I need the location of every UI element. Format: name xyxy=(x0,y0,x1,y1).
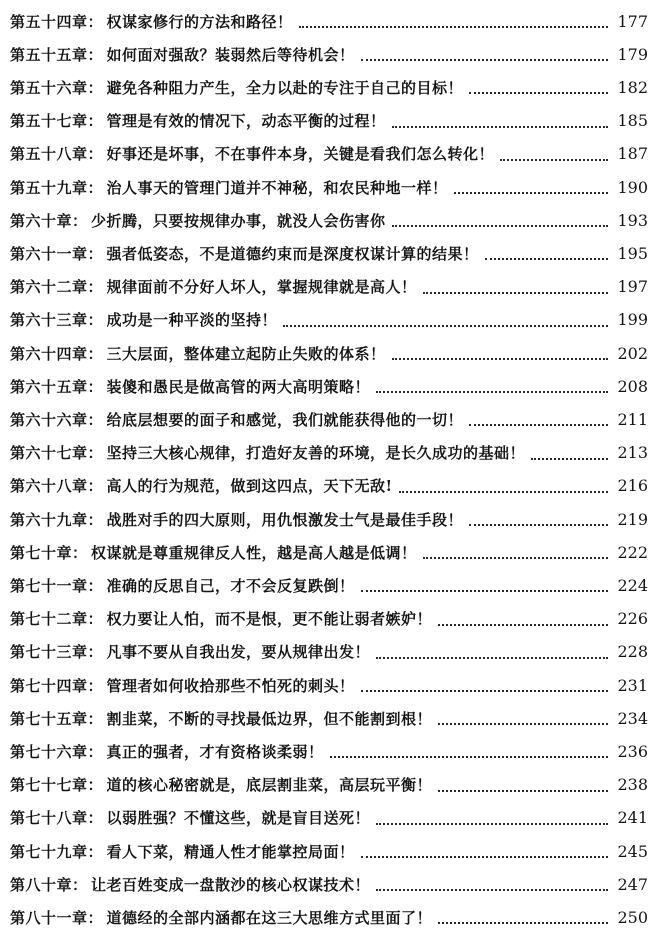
chapter-separator: ： xyxy=(87,78,103,97)
toc-entry[interactable] xyxy=(10,371,648,401)
chapter-number: 第五十四章 xyxy=(10,12,88,31)
toc-entry[interactable] xyxy=(10,404,648,434)
chapter-separator: ： xyxy=(87,377,103,396)
chapter-number: 第六十二章 xyxy=(10,278,88,297)
chapter-separator: ： xyxy=(87,178,103,197)
chapter-title: 战胜对手的四大原则，用仇恨激发士气是最佳手段！ xyxy=(106,510,464,529)
chapter-separator: ： xyxy=(87,278,103,297)
chapter-title: 以弱胜强？不懂这些，就是盲目送死！ xyxy=(106,809,371,828)
dot-leader xyxy=(500,159,608,161)
dot-leader xyxy=(330,756,608,758)
chapter-number: 第六十七章 xyxy=(10,444,88,463)
dot-leader xyxy=(438,624,608,626)
chapter-separator: ： xyxy=(87,444,103,463)
page-number: 199 xyxy=(617,310,648,330)
chapter-title: 准确的反思自己，才不会反复跌倒！ xyxy=(106,576,355,595)
chapter-separator: ： xyxy=(87,908,103,927)
dot-leader xyxy=(392,225,608,227)
toc-entry[interactable] xyxy=(10,836,648,866)
chapter-separator: ： xyxy=(87,643,103,662)
toc-entry[interactable] xyxy=(10,72,648,102)
page-number: 236 xyxy=(617,741,648,761)
dot-leader xyxy=(361,590,608,592)
chapter-separator: ： xyxy=(87,344,103,363)
chapter-title: 权谋家修行的方法和路径！ xyxy=(106,12,293,31)
chapter-title: 管理者如何收拾那些不怕死的刺头！ xyxy=(106,676,355,695)
chapter-separator: ： xyxy=(87,842,103,861)
chapter-number: 第六十三章 xyxy=(10,311,88,330)
page-number: 197 xyxy=(617,277,648,297)
page-number: 247 xyxy=(617,874,648,894)
chapter-separator: ： xyxy=(87,477,103,496)
toc-entry[interactable] xyxy=(10,504,648,534)
chapter-title: 权谋就是尊重规律反人性，越是高人越是低调！ xyxy=(91,543,417,562)
dot-leader xyxy=(531,458,608,460)
chapter-separator: ： xyxy=(87,709,103,728)
chapter-number: 第七十六章 xyxy=(10,742,88,761)
dot-leader xyxy=(392,358,608,360)
page-number: 177 xyxy=(617,11,648,31)
page-number: 238 xyxy=(617,775,648,795)
chapter-title: 高人的行为规范，做到这四点，天下无敌! xyxy=(106,477,393,496)
toc-entry[interactable] xyxy=(10,670,648,700)
page-number: 208 xyxy=(617,376,648,396)
dot-leader xyxy=(399,491,608,493)
chapter-separator: ： xyxy=(87,809,103,828)
page-number: 195 xyxy=(617,243,648,263)
page-number: 179 xyxy=(617,44,648,64)
dot-leader xyxy=(423,292,608,294)
page-number: 213 xyxy=(617,443,648,463)
chapter-separator: ： xyxy=(87,742,103,761)
chapter-number: 第七十七章 xyxy=(10,776,88,795)
chapter-number: 第八十一章 xyxy=(10,908,88,927)
dot-leader xyxy=(485,258,608,260)
toc-entry[interactable] xyxy=(10,205,648,235)
dot-leader xyxy=(376,657,608,659)
chapter-number: 第六十九章 xyxy=(10,510,88,529)
page-number: 182 xyxy=(617,77,648,97)
chapter-number: 第五十五章 xyxy=(10,45,88,64)
chapter-title: 少折腾，只要按规律办事，就没人会伤害你 xyxy=(91,211,386,230)
toc-entry[interactable] xyxy=(10,139,648,169)
page-number: 245 xyxy=(617,841,648,861)
chapter-number: 第六十章 xyxy=(10,211,73,230)
toc-entry[interactable] xyxy=(10,471,648,501)
toc-entry[interactable] xyxy=(10,703,648,733)
chapter-separator: ： xyxy=(87,610,103,629)
chapter-title: 避免各种阻力产生，全力以赴的专注于自己的目标！ xyxy=(106,78,464,97)
page-number: 219 xyxy=(617,509,648,529)
chapter-number: 第五十九章 xyxy=(10,178,88,197)
dot-leader xyxy=(376,889,608,891)
dot-leader xyxy=(283,325,608,327)
dot-leader xyxy=(454,192,608,194)
page-number: 185 xyxy=(617,111,648,131)
toc-entry[interactable] xyxy=(10,736,648,766)
chapter-number: 第七十三章 xyxy=(10,643,88,662)
chapter-title: 成功是一种平淡的坚持！ xyxy=(106,311,278,330)
chapter-number: 第七十四章 xyxy=(10,676,88,695)
chapter-title: 如何面对强敌？装弱然后等待机会！ xyxy=(106,45,355,64)
page-number: 228 xyxy=(617,642,648,662)
toc-entry[interactable] xyxy=(10,869,648,899)
toc-entry[interactable] xyxy=(10,770,648,800)
toc-entry[interactable] xyxy=(10,438,648,468)
chapter-title: 给底层想要的面子和感觉，我们就能获得他的一切！ xyxy=(106,410,464,429)
dot-leader xyxy=(361,856,608,858)
dot-leader xyxy=(299,26,608,28)
dot-leader xyxy=(469,424,608,426)
toc-entry[interactable] xyxy=(10,902,648,932)
toc-entry[interactable] xyxy=(10,338,648,368)
chapter-number: 第七十八章 xyxy=(10,809,88,828)
toc-entry[interactable] xyxy=(10,604,648,634)
toc-entry[interactable] xyxy=(10,106,648,136)
chapter-separator: ： xyxy=(72,211,88,230)
page-number: 211 xyxy=(617,409,648,429)
chapter-separator: ： xyxy=(87,45,103,64)
chapter-number: 第七十一章 xyxy=(10,576,88,595)
chapter-number: 第七十九章 xyxy=(10,842,88,861)
page-number: 241 xyxy=(617,808,648,828)
page-number: 187 xyxy=(617,144,648,164)
chapter-title: 看人下菜，精通人性才能掌控局面！ xyxy=(106,842,355,861)
chapter-title: 道德经的全部内涵都在这三大思维方式里面了！ xyxy=(106,908,433,927)
toc-entry[interactable] xyxy=(10,803,648,833)
chapter-number: 第六十一章 xyxy=(10,244,88,263)
dot-leader xyxy=(438,790,608,792)
dot-leader xyxy=(376,823,608,825)
dot-leader xyxy=(469,524,608,526)
chapter-number: 第七十章 xyxy=(10,543,73,562)
toc-entry[interactable] xyxy=(10,272,648,302)
chapter-title: 好事还是坏事，不在事件本身，关键是看我们怎么转化！ xyxy=(106,145,495,164)
chapter-title: 坚持三大核心规律，打造好友善的环境，是长久成功的基础！ xyxy=(106,444,526,463)
chapter-separator: ： xyxy=(87,510,103,529)
chapter-title: 装傻和愚民是做高管的两大高明策略！ xyxy=(106,377,371,396)
page-number: 193 xyxy=(617,210,648,230)
page-number: 222 xyxy=(617,542,648,562)
chapter-number: 第六十四章 xyxy=(10,344,88,363)
chapter-title: 强者低姿态，不是道德约束而是深度权谋计算的结果！ xyxy=(106,244,479,263)
dot-leader xyxy=(469,92,608,94)
chapter-title: 三大层面，整体建立起防止失败的体系！ xyxy=(106,344,386,363)
dot-leader xyxy=(361,59,608,61)
chapter-number: 第七十五章 xyxy=(10,709,88,728)
page-number: 216 xyxy=(617,476,648,496)
chapter-separator: ： xyxy=(87,112,103,131)
chapter-title: 权力要让人怕，而不是恨，更不能让弱者嫉妒！ xyxy=(106,610,433,629)
dot-leader xyxy=(392,126,608,128)
chapter-separator: ： xyxy=(87,676,103,695)
chapter-separator: ： xyxy=(87,244,103,263)
chapter-separator: ： xyxy=(87,776,103,795)
toc-entry[interactable] xyxy=(10,305,648,335)
chapter-number: 第八十章 xyxy=(10,875,73,894)
toc-entry[interactable] xyxy=(10,172,648,202)
toc-entry[interactable] xyxy=(10,39,648,69)
chapter-title: 割韭菜，不断的寻找最低边界，但不能割到根！ xyxy=(106,709,433,728)
chapter-separator: ： xyxy=(87,576,103,595)
toc-entry[interactable] xyxy=(10,537,648,567)
dot-leader xyxy=(438,723,608,725)
chapter-number: 第五十八章 xyxy=(10,145,88,164)
toc-entry[interactable] xyxy=(10,570,648,600)
chapter-number: 第五十六章 xyxy=(10,78,88,97)
toc-entry[interactable] xyxy=(10,238,648,268)
chapter-separator: ： xyxy=(72,543,88,562)
dot-leader xyxy=(376,391,608,393)
chapter-separator: ： xyxy=(87,145,103,164)
chapter-number: 第六十八章 xyxy=(10,477,88,496)
dot-leader xyxy=(438,922,608,924)
page-number: 231 xyxy=(617,675,648,695)
chapter-title: 治人事天的管理门道并不神秘，和农民种地一样！ xyxy=(106,178,448,197)
chapter-title: 规律面前不分好人坏人，掌握规律就是高人！ xyxy=(106,278,417,297)
page-number: 224 xyxy=(617,575,648,595)
chapter-separator: ： xyxy=(72,875,88,894)
chapter-title: 道的核心秘密就是，底层割韭菜，高层玩平衡！ xyxy=(106,776,433,795)
chapter-number: 第六十六章 xyxy=(10,410,88,429)
chapter-number: 第六十五章 xyxy=(10,377,88,396)
toc-entry[interactable] xyxy=(10,637,648,667)
page-number: 226 xyxy=(617,609,648,629)
page-number: 250 xyxy=(617,907,648,927)
page-number: 202 xyxy=(617,343,648,363)
chapter-title: 管理是有效的情况下，动态平衡的过程！ xyxy=(106,112,386,131)
chapter-separator: ： xyxy=(87,410,103,429)
page-number: 190 xyxy=(617,177,648,197)
chapter-separator: ： xyxy=(87,12,103,31)
chapter-number: 第五十七章 xyxy=(10,112,88,131)
chapter-title: 真正的强者，才有资格谈柔弱！ xyxy=(106,742,324,761)
dot-leader xyxy=(423,557,608,559)
dot-leader xyxy=(361,690,608,692)
chapter-separator: ： xyxy=(87,311,103,330)
toc-entry[interactable] xyxy=(10,6,648,36)
chapter-number: 第七十二章 xyxy=(10,610,88,629)
chapter-title: 让老百姓变成一盘散沙的核心权谋技术！ xyxy=(91,875,371,894)
page-number: 234 xyxy=(617,708,648,728)
chapter-title: 凡事不要从自我出发，要从规律出发！ xyxy=(106,643,371,662)
